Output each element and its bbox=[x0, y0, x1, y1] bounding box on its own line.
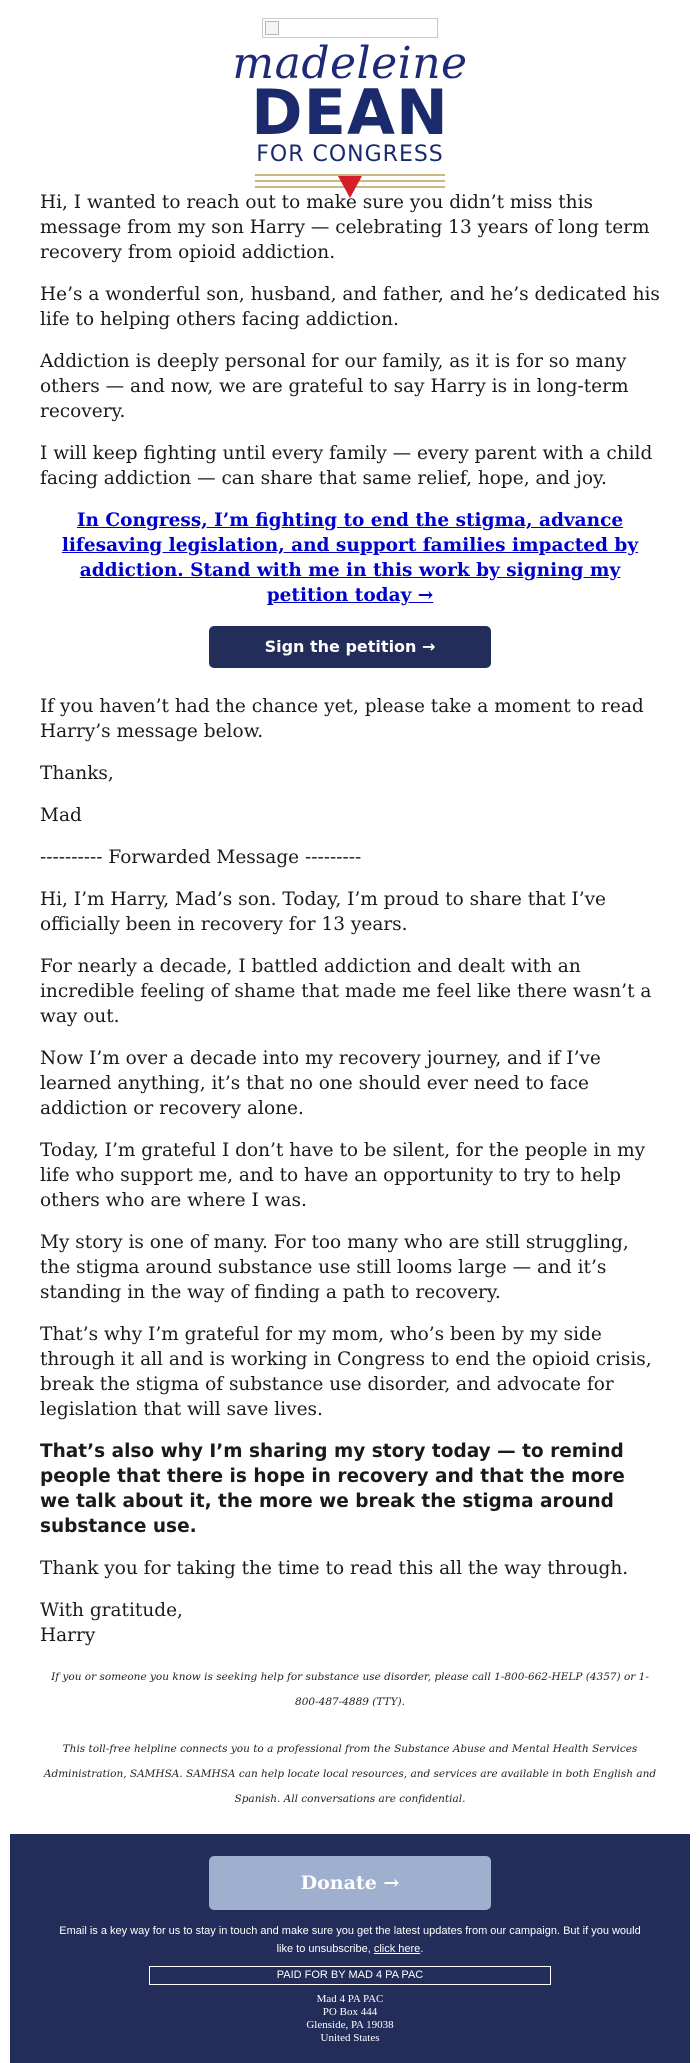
address-line: United States bbox=[320, 2032, 380, 2044]
harry-thanks: Thank you for taking the time to read this all the way through. bbox=[40, 1558, 629, 1579]
petition-link[interactable]: In Congress, I’m fighting to end the stigma, advance lifesaving legislation, and support families impacted by addiction. Stand with me in this work by signing my petition today → bbox=[61, 510, 639, 606]
harry-paragraph: Today, I’m grateful I don’t have to be silent, for the people in my life who support me, and to have an opportunity to try to help others who are where I was. bbox=[40, 1140, 646, 1211]
unsubscribe-period: . bbox=[420, 1943, 424, 1955]
campaign-logo bbox=[0, 0, 700, 190]
footer bbox=[10, 1834, 690, 2063]
helpline-paragraph: This toll-free helpline connects you to a professional from the Substance Abuse and Mental Health Services Administration, SAMHSA. SAMHSA can help locate local resources, and services are available in both English and Spanish. All conversations are confidential. bbox=[43, 1743, 657, 1805]
helpline-notice bbox=[0, 1665, 700, 1812]
sign-petition-button[interactable]: Sign the petition → bbox=[209, 626, 491, 668]
intro-paragraph: Addiction is deeply personal for our family, as it is for so many others — and now, we are grateful to say Harry is in long-term recovery. bbox=[40, 351, 629, 422]
harry-paragraph: For nearly a decade, I battled addiction and dealt with an incredible feeling of shame that made me feel like there wasn’t a way out. bbox=[40, 956, 652, 1027]
read-message-paragraph: If you haven’t had the chance yet, please take a moment to read Harry’s message below. bbox=[40, 696, 644, 742]
forwarded-divider: ---------- Forwarded Message --------- bbox=[40, 847, 362, 868]
unsubscribe-link[interactable]: click here bbox=[373, 1943, 421, 1955]
broken-image-icon bbox=[262, 18, 438, 38]
signoff-name: Harry bbox=[40, 1625, 96, 1646]
thanks-line: Thanks, bbox=[40, 763, 114, 784]
address-line: PO Box 444 bbox=[322, 2006, 378, 2018]
signature-mad: Mad bbox=[40, 805, 82, 826]
logo-subtitle: FOR CONGRESS bbox=[256, 142, 444, 167]
unsubscribe-note bbox=[50, 1922, 650, 1958]
intro-paragraph: He’s a wonderful son, husband, and father, and he’s dedicated his life to helping others facing addiction. bbox=[40, 284, 660, 330]
keystone-bars-icon bbox=[255, 174, 445, 198]
helpline-paragraph: If you or someone you know is seeking help for substance use disorder, please call 1-800-662-HELP (4357) or 1-800-487-4889 (TTY). bbox=[51, 1671, 649, 1708]
keystone-icon bbox=[338, 176, 362, 198]
logo-first-name: madeleine bbox=[232, 38, 468, 89]
unsubscribe-text: Email is a key way for us to stay in touch and make sure you get the latest updates from our campaign. But if you would like to unsubscribe, bbox=[59, 1925, 641, 1955]
address-line: Glenside, PA 19038 bbox=[306, 2019, 394, 2031]
harry-paragraph: Hi, I’m Harry, Mad’s son. Today, I’m proud to share that I’ve officially been in recovery for 13 years. bbox=[40, 889, 606, 935]
mailing-address bbox=[50, 1993, 650, 2045]
logo-last-name: DEAN bbox=[251, 76, 449, 149]
message-content bbox=[0, 190, 700, 1648]
harry-paragraph: Now I’m over a decade into my recovery journey, and if I’ve learned anything, it’s that no one should ever need to face addiction or recovery alone. bbox=[40, 1048, 601, 1119]
harry-bold-paragraph: That’s also why I’m sharing my story today — to remind people that there is hope in recovery and that the more we talk about it, the more we break the stigma around substance use. bbox=[40, 1441, 625, 1537]
signoff bbox=[40, 1598, 660, 1648]
intro-paragraph: I will keep fighting until every family — every parent with a child facing addiction — can share that same relief, hope, and joy. bbox=[40, 443, 653, 489]
signoff-line: With gratitude, bbox=[40, 1600, 183, 1621]
intro-paragraph: Hi, I wanted to reach out to make sure you didn’t miss this message from my son Harry — celebrating 13 years of long term recovery from opioid addiction. bbox=[40, 192, 650, 263]
paid-for-box: PAID FOR BY MAD 4 PA PAC bbox=[149, 1966, 551, 1985]
harry-paragraph: That’s why I’m grateful for my mom, who’s been by my side through it all and is working in Congress to end the opioid crisis, break the stigma of substance use disorder, and advocate for legislation that will save lives. bbox=[40, 1324, 652, 1420]
harry-paragraph: My story is one of many. For too many who are still struggling, the stigma around substance use still looms large — and it’s standing in the way of finding a path to recovery. bbox=[40, 1232, 629, 1303]
donate-button[interactable]: Donate → bbox=[209, 1856, 491, 1910]
address-line: Mad 4 PA PAC bbox=[316, 1993, 384, 2005]
